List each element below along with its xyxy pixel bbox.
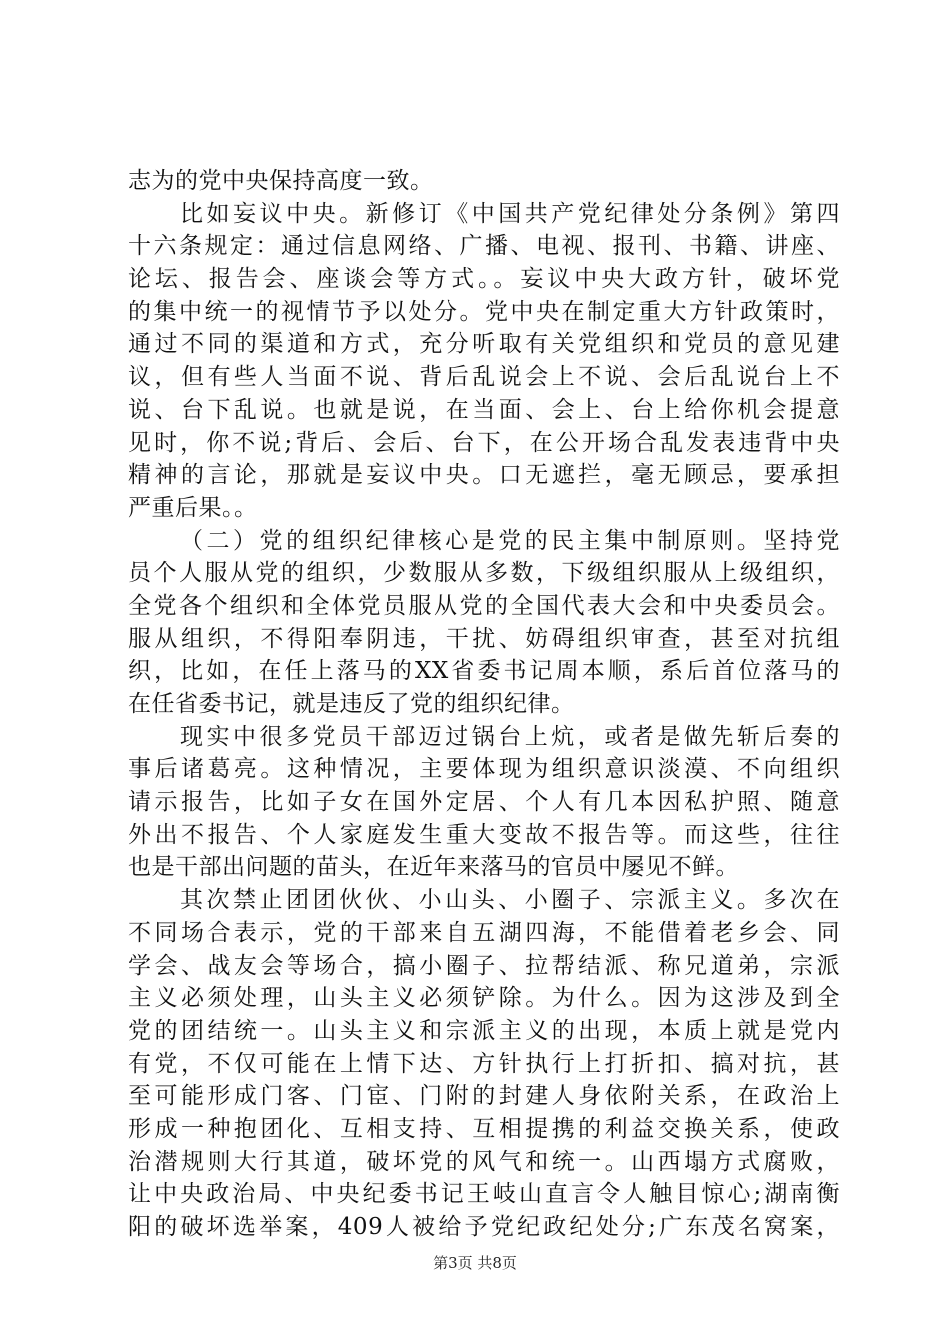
text-line: 织，比如，在任上落马的XX省委书记周本顺，系后首位落马的 xyxy=(128,658,840,685)
text-line: 党的团结统一。山头主义和宗派主义的出现，本质上就是党内 xyxy=(128,1017,840,1044)
text-line: 精神的言论，那就是妄议中央。口无遮拦，毫无顾忌，要承担 xyxy=(128,462,840,489)
text-line: 见时，你不说;背后、会后、台下，在公开场合乱发表违背中央 xyxy=(128,429,840,456)
text-line: 在任省委书记，就是违反了党的组织纪律。 xyxy=(128,691,575,717)
text-line: 严重后果。。 xyxy=(128,494,258,521)
text-line: 至可能形成门客、门宦、门附的封建人身依附关系，在政治上 xyxy=(128,1083,840,1110)
text-line: 比如妄议中央。新修订《中国共产党纪律处分条例》第四 xyxy=(180,200,840,227)
text-line: 让中央政治局、中央纪委书记王岐山直言令人触目惊心;湖南衡 xyxy=(128,1181,840,1208)
text-line: 事后诸葛亮。这种情况，主要体现为组织意识淡漠、不向组织 xyxy=(128,756,840,783)
text-line: 的集中统一的视情节予以处分。党中央在制定重大方针政策时， xyxy=(128,298,840,325)
text-line: 十六条规定：通过信息网络、广播、电视、报刊、书籍、讲座、 xyxy=(128,233,840,260)
text-line: 论坛、报告会、座谈会等方式。。妄议中央大政方针，破坏党 xyxy=(128,266,840,293)
text-line: 也是干部出问题的苗头，在近年来落马的官员中屡见不鲜。 xyxy=(128,854,739,881)
text-line: 治潜规则大行其道，破坏党的风气和统一。山西塌方式腐败， xyxy=(128,1148,840,1175)
text-line: 外出不报告、个人家庭发生重大变故不报告等。而这些，往往 xyxy=(128,821,840,848)
text-line: 形成一种抱团化、互相支持、互相提携的利益交换关系，使政 xyxy=(128,1115,840,1142)
text-line: 议，但有些人当面不说、背后乱说会上不说、会后乱说台上不 xyxy=(128,364,840,391)
text-line: 员个人服从党的组织，少数服从多数，下级组织服从上级组织， xyxy=(128,560,840,587)
text-line: 其次禁止团团伙伙、小山头、小圈子、宗派主义。多次在 xyxy=(180,887,840,914)
text-line: 不同场合表示，党的干部来自五湖四海，不能借着老乡会、同 xyxy=(128,919,840,946)
text-line: 说、台下乱说。也就是说，在当面、会上、台上给你机会提意 xyxy=(128,396,840,423)
text-line: 志为的党中央保持高度一致。 xyxy=(128,168,434,194)
text-line: 有党，不仅可能在上情下达、方针执行上打折扣、搞对抗，甚 xyxy=(128,1050,840,1077)
text-line: 通过不同的渠道和方式，充分听取有关党组织和党员的意见建 xyxy=(128,331,840,358)
text-line: 阳的破坏选举案，409人被给予党纪政纪处分;广东茂名窝案， xyxy=(128,1214,840,1240)
page-footer: 第3页 共8页 xyxy=(433,1254,517,1272)
text-line: 现实中很多党员干部迈过锅台上炕，或者是做先斩后奏的 xyxy=(180,723,840,750)
text-line: 主义必须处理，山头主义必须铲除。为什么。因为这涉及到全 xyxy=(128,985,840,1012)
text-line: 全党各个组织和全体党员服从党的全国代表大会和中央委员会。 xyxy=(128,592,840,619)
document-body xyxy=(128,165,840,1244)
text-line: 请示报告，比如子女在国外定居、个人有几本因私护照、随意 xyxy=(128,789,840,816)
text-line: （二）党的组织纪律核心是党的民主集中制原则。坚持党 xyxy=(180,527,840,554)
text-line: 服从组织，不得阳奉阴违，干扰、妨碍组织审查，甚至对抗组 xyxy=(128,625,840,652)
text-line: 学会、战友会等场合，搞小圈子、拉帮结派、称兄道弟，宗派 xyxy=(128,952,840,979)
